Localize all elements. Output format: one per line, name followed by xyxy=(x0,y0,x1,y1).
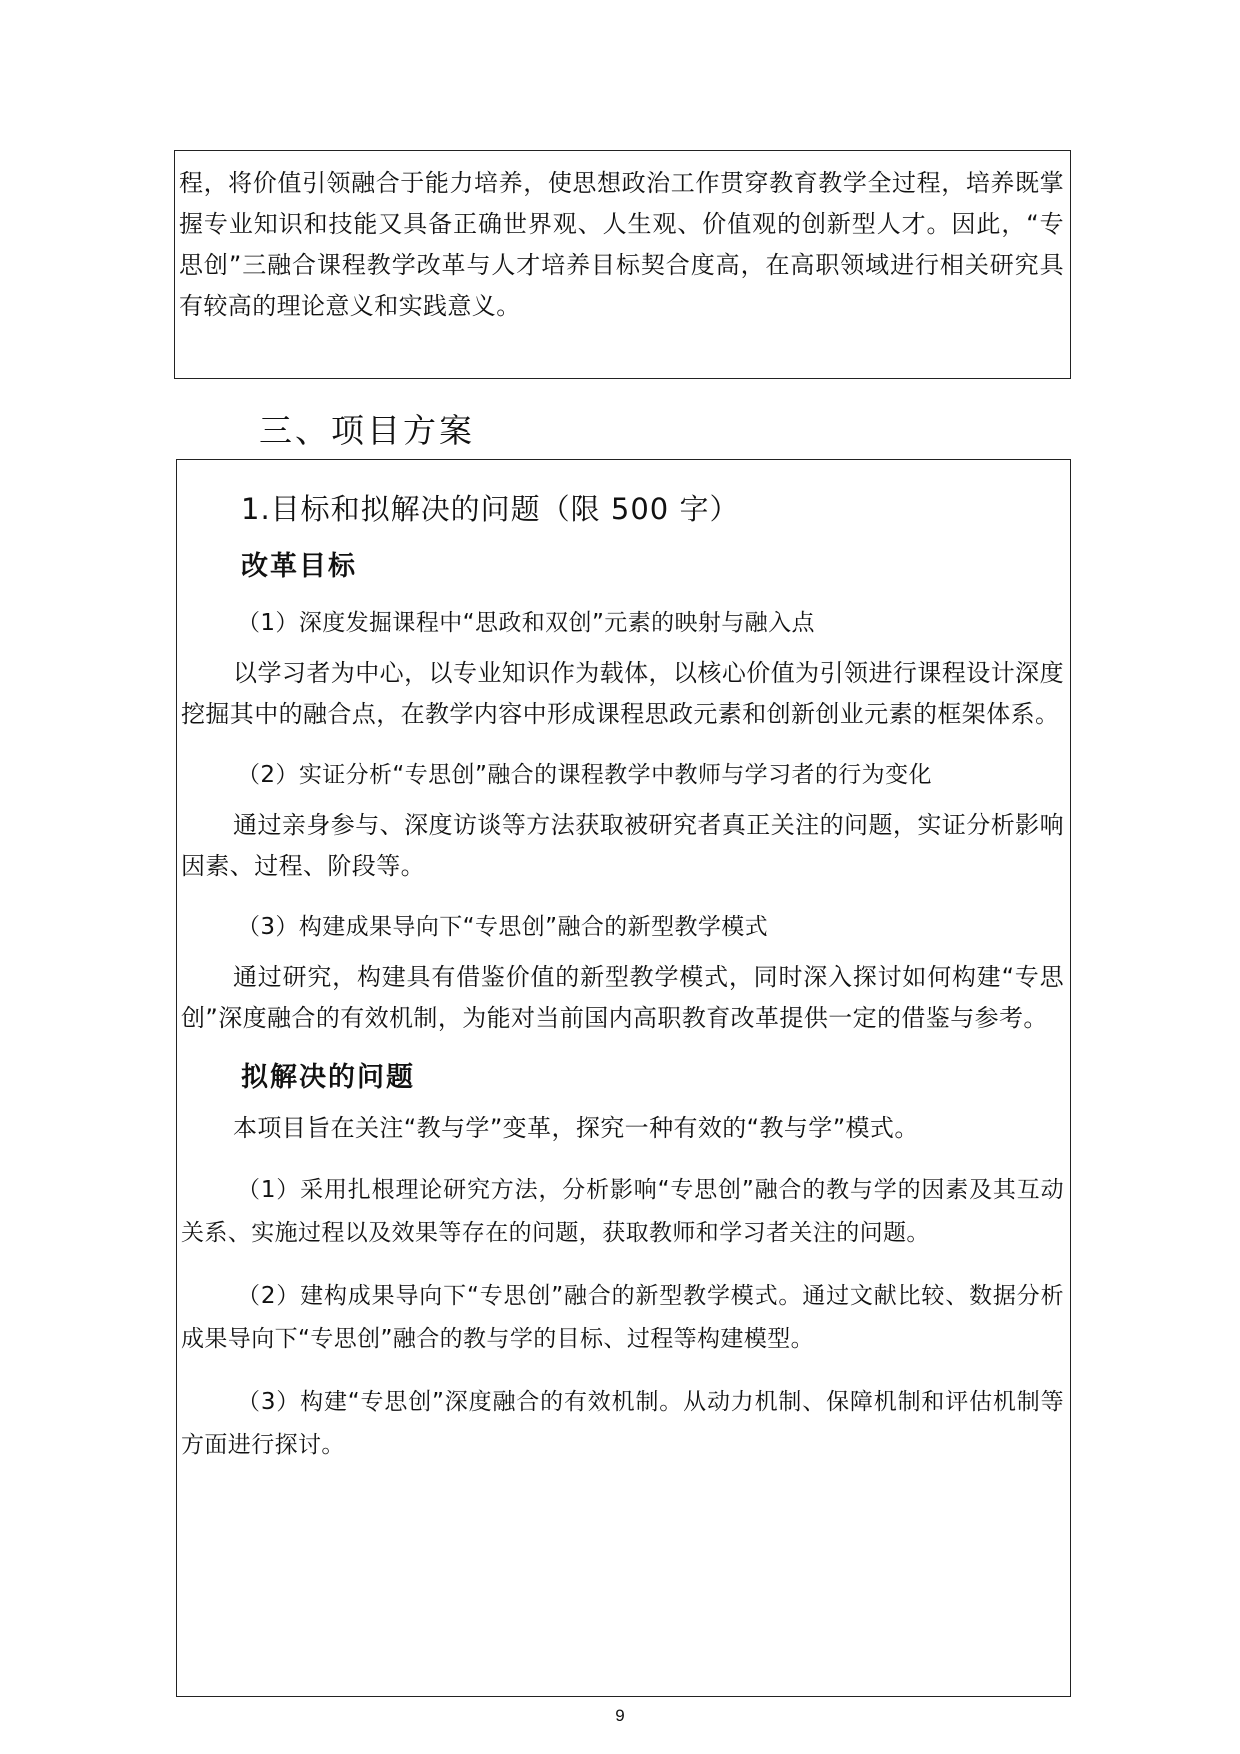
problem-item: （1）采用扎根理论研究方法，分析影响“专思创”融合的教与学的因素及其互动关系、实施过程以及效果等存在的问题，获取教师和学习者关注的问题。 xyxy=(181,1177,1064,1246)
problems-intro: 本项目旨在关注“教与学”变革，探究一种有效的“教与学”模式。 xyxy=(233,1114,919,1142)
section-title: 三、项目方案 xyxy=(259,411,475,450)
goal-text: 通过研究，构建具有借鉴价值的新型教学模式，同时深入探讨如何构建“专思创”深度融合的有效机制，为能对当前国内高职教育改革提供一定的借鉴与参考。 xyxy=(181,963,1064,1032)
goal-text: 以学习者为中心，以专业知识作为载体，以核心价值为引领进行课程设计深度挖掘其中的融合点，在教学内容中形成课程思政元素和创新创业元素的框架体系。 xyxy=(181,659,1064,728)
goals-title: 改革目标 xyxy=(241,551,357,582)
goal-label: （2）实证分析“专思创”融合的课程教学中教师与学习者的行为变化 xyxy=(237,762,932,788)
goal-label: （3）构建成果导向下“专思创”融合的新型教学模式 xyxy=(237,914,769,940)
project-plan-box xyxy=(176,459,1071,1697)
intro-paragraph: 程，将价值引领融合于能力培养，使思想政治工作贯穿教育教学全过程，培养既掌握专业知识和技能又具备正确世界观、人生观、价值观的创新型人才。因此，“专思创”三融合课程教学改革与人才培养目标契合度高，在高职领域进行相关研究具有较高的理论意义和实践意义。 xyxy=(179,169,1064,320)
problems-title: 拟解决的问题 xyxy=(241,1062,415,1093)
plan-heading: 1.目标和拟解决的问题（限 500 字） xyxy=(241,492,740,526)
goal-label: （1）深度发掘课程中“思政和双创”元素的映射与融入点 xyxy=(237,610,815,636)
goal-text: 通过亲身参与、深度访谈等方法获取被研究者真正关注的问题，实证分析影响因素、过程、阶段等。 xyxy=(181,811,1064,880)
problem-item: （2）建构成果导向下“专思创”融合的新型教学模式。通过文献比较、数据分析成果导向下“专思创”融合的教与学的目标、过程等构建模型。 xyxy=(181,1283,1064,1352)
page-number: 9 xyxy=(615,1706,625,1725)
problem-item: （3）构建“专思创”深度融合的有效机制。从动力机制、保障机制和评估机制等方面进行探讨。 xyxy=(181,1389,1064,1458)
intro-text-box xyxy=(174,150,1071,379)
